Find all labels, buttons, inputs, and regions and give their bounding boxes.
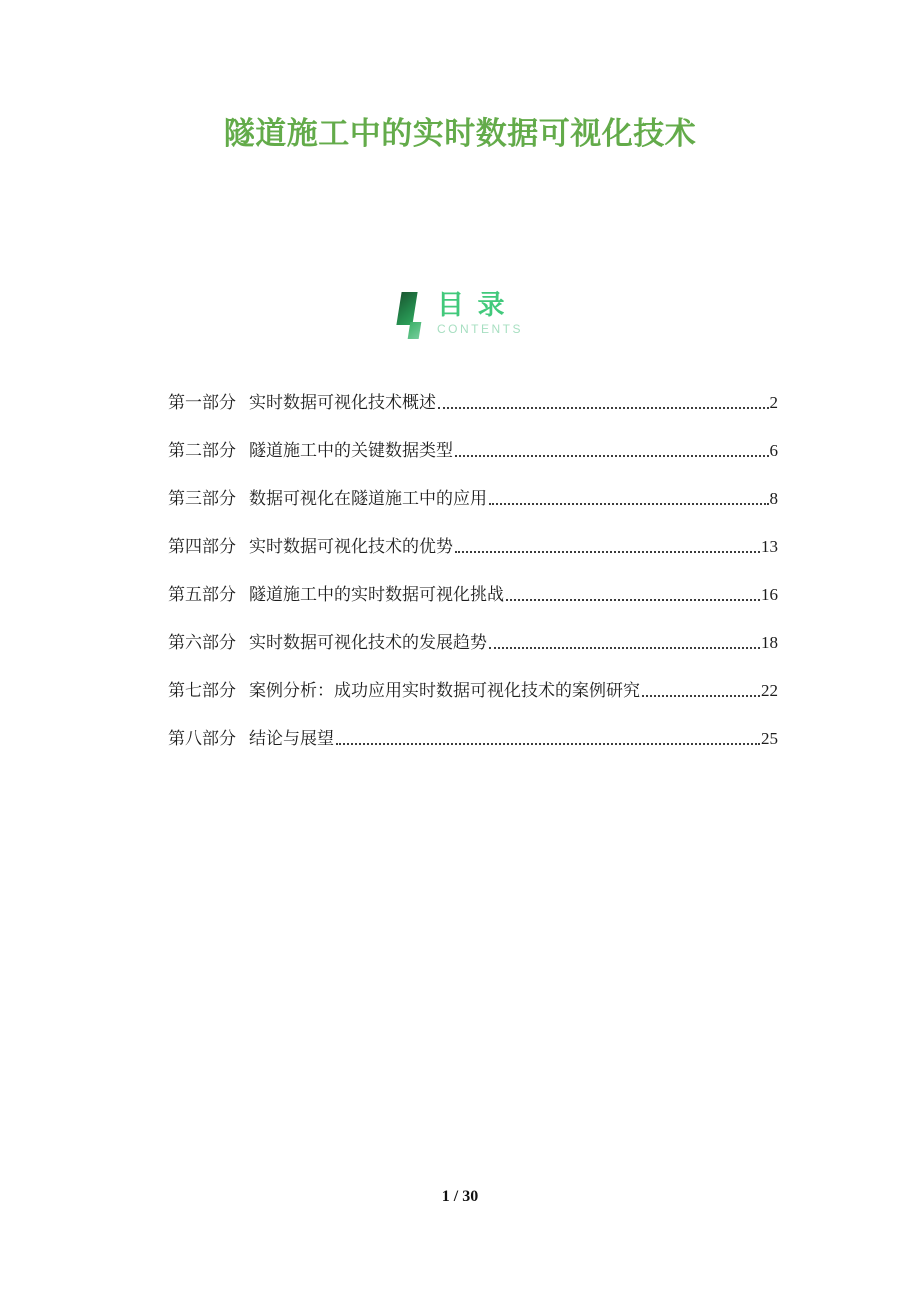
- toc-list: [168, 364, 778, 748]
- toc-entry-page-number: 18: [761, 633, 778, 652]
- toc-leader-dots: [455, 455, 769, 457]
- toc-entry-label: 第五部分: [168, 585, 236, 604]
- toc-entry[interactable]: [168, 652, 778, 700]
- toc-entry-title: 实时数据可视化技术的发展趋势: [249, 633, 487, 652]
- toc-leader-dots: [455, 551, 760, 553]
- toc-leader-dots: [438, 407, 769, 409]
- brush-stroke-main: [396, 292, 417, 325]
- brush-stroke-tail: [408, 322, 422, 339]
- page-number-indicator: 1 / 30: [441, 1188, 479, 1205]
- toc-leader-dots: [489, 503, 769, 505]
- toc-entry[interactable]: [168, 460, 778, 508]
- toc-entry[interactable]: [168, 604, 778, 652]
- toc-entry-label: 第四部分: [168, 537, 236, 556]
- toc-entry[interactable]: [168, 364, 778, 412]
- toc-entry-label: 第二部分: [168, 441, 236, 460]
- toc-entry-title: 隧道施工中的关键数据类型: [249, 441, 453, 460]
- document-title: 隧道施工中的实时数据可视化技术: [223, 116, 697, 151]
- toc-entry-title: 数据可视化在隧道施工中的应用: [249, 489, 487, 508]
- toc-subheading: CONTENTS: [437, 322, 523, 336]
- toc-entry-label: 第一部分: [168, 393, 236, 412]
- toc-entry-page-number: 2: [769, 393, 778, 412]
- toc-entry-page-number: 6: [769, 441, 778, 460]
- brush-stroke-icon: [397, 290, 427, 342]
- toc-entry-title: 结论与展望: [249, 729, 334, 748]
- toc-leader-dots: [489, 647, 760, 649]
- toc-leader-dots: [506, 599, 760, 601]
- toc-entry-page-number: 22: [761, 681, 778, 700]
- toc-leader-dots: [336, 743, 760, 745]
- toc-entry[interactable]: [168, 556, 778, 604]
- toc-entry-label: 第六部分: [168, 633, 236, 652]
- toc-entry-label: 第三部分: [168, 489, 236, 508]
- toc-header: [0, 290, 920, 342]
- toc-entry-title: 实时数据可视化技术的优势: [249, 537, 453, 556]
- toc-entry-page-number: 16: [761, 585, 778, 604]
- toc-entry-label: 第八部分: [168, 729, 236, 748]
- toc-leader-dots: [642, 695, 760, 697]
- toc-entry-title: 实时数据可视化技术概述: [249, 393, 436, 412]
- toc-entry-title: 案例分析：成功应用实时数据可视化技术的案例研究: [249, 681, 640, 700]
- toc-entry[interactable]: [168, 508, 778, 556]
- toc-heading-group: [437, 290, 523, 336]
- toc-entry-title: 隧道施工中的实时数据可视化挑战: [249, 585, 504, 604]
- toc-entry-page-number: 13: [761, 537, 778, 556]
- toc-entry-page-number: 8: [769, 489, 778, 508]
- toc-entry[interactable]: [168, 700, 778, 748]
- toc-entry[interactable]: [168, 412, 778, 460]
- toc-entry-page-number: 25: [761, 729, 778, 748]
- toc-heading: 目 录: [437, 290, 508, 320]
- toc-entry-label: 第七部分: [168, 681, 236, 700]
